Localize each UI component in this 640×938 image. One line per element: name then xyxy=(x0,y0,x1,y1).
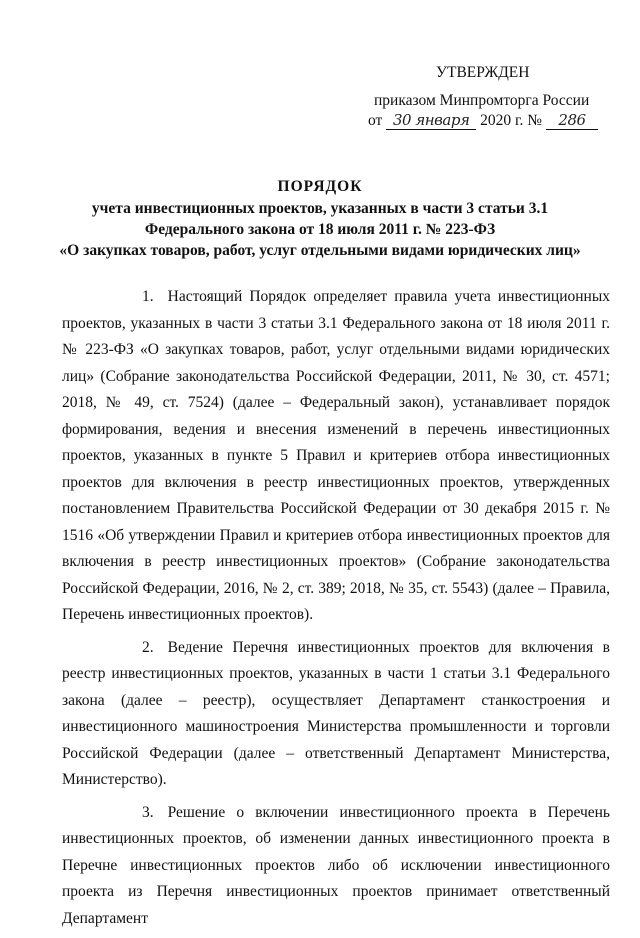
paragraph-number: 2. xyxy=(142,638,154,656)
document-body xyxy=(62,284,610,938)
title-main: ПОРЯДОК xyxy=(277,178,363,195)
title-line-1: учета инвестиционных проектов, указанных в части 3 статьи 3.1 xyxy=(91,200,549,217)
year-part: 2020 г. № xyxy=(480,112,543,129)
date-prefix: от xyxy=(368,112,383,129)
paragraph-number: 3. xyxy=(142,803,154,821)
paragraph-1 xyxy=(62,284,610,629)
paragraph-text: Решение о включении инвестиционного проекта в Перечень инвестиционных проектов, об изменении данных инвестиционного проекта в Перечне инвестиционных проектов либо об исключении инвестиционного проекта из Перечня инвестиционных проектов принимает ответственный Департамент xyxy=(62,803,610,927)
paragraph-2 xyxy=(62,635,610,794)
order-line: приказом Минпромторга России xyxy=(374,92,590,109)
title-line-3: «О закупках товаров, работ, услуг отдельными видами юридических лиц» xyxy=(59,242,581,259)
title-line-2: Федерального закона от 18 июля 2011 г. № 223-ФЗ xyxy=(144,221,496,238)
approved-label: УТВЕРЖДЕН xyxy=(436,64,530,81)
document-title xyxy=(40,176,600,261)
paragraph-3 xyxy=(62,800,610,933)
paragraph-text: Ведение Перечня инвестиционных проектов для включения в реестр инвестиционных проектов, указанных в части 1 статьи 3.1 Федерального закона (далее – реестр), осуществляет Департамент станкостроения и инвестиционного машиностроения Министерства промышленности и торговли Российской Федерации (далее – ответственный Департамент Министерства, Министерство). xyxy=(62,638,610,788)
handwritten-date: 30 января xyxy=(386,111,476,130)
handwritten-order-number: 286 xyxy=(546,111,598,130)
paragraph-number: 1. xyxy=(142,288,154,305)
paragraph-text: Настоящий Порядок определяет правила учета инвестиционных проектов, указанных в части 3 статьи 3.1 Федерального закона от 18 июля 2011 г. № 223-ФЗ «О закупках товаров, работ, услуг отдельными видами юридических лиц» (Собрание законодательства Российской Федерации, 2011, № 30, ст. 4571; 2018, № 49, ст. 7524) (далее – Федеральный закон), устанавливает порядок формирования, ведения и внесения изменений в перечень инвестиционных проектов, указанных в пункте 5 Правил и критериев отбора инвестиционных проектов для включения в реестр инвестиционных проектов, утвержденных постановлением Правительства Российской Федерации от 30 декабря 2015 г. № 1516 «Об утверждении Правил и критериев отбора инвестиционных проектов для включения в реестр инвестиционных проектов» (Собрание законодательства Российской Федерации, 2016, № 2, ст. 389; 2018, № 35, ст. 5543) (далее – Правила, Перечень инвестиционных проектов). xyxy=(62,288,610,623)
order-date-line xyxy=(368,110,598,132)
